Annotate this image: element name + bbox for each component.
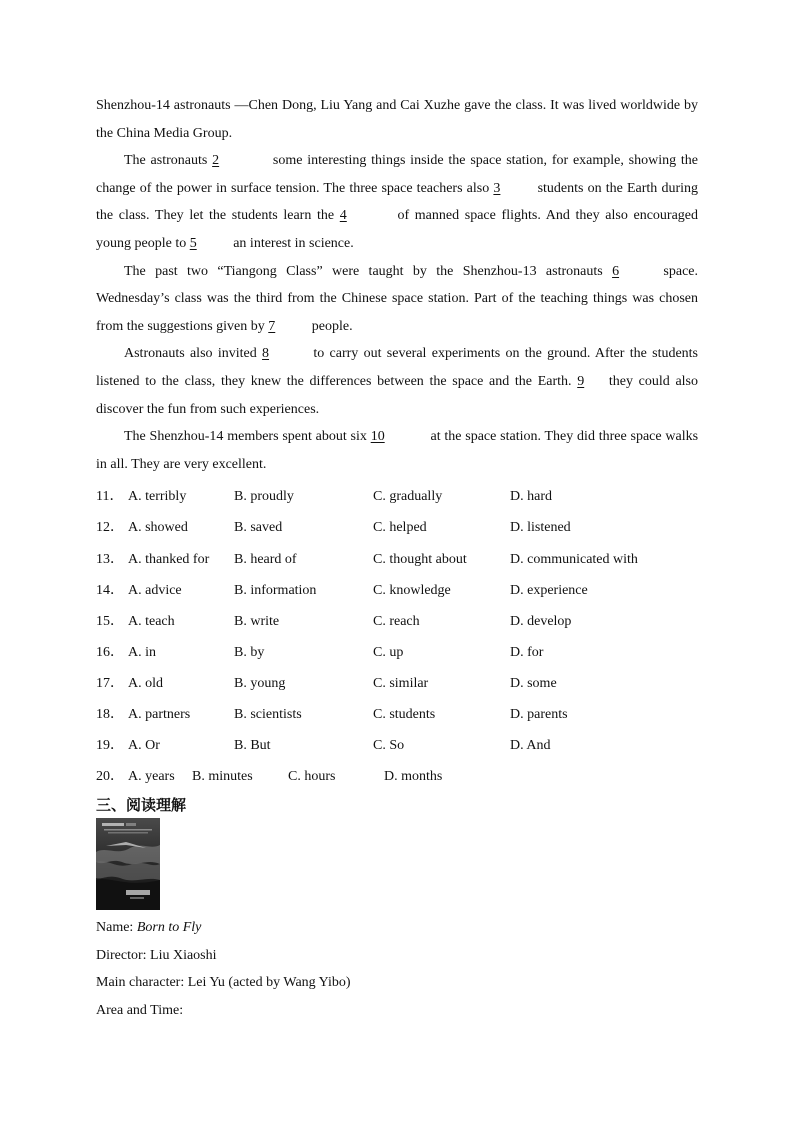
option-a: A. teach [128,613,175,629]
passage-paragraph-5: The Shenzhou-14 members spent about six 10 at the space station. They did three space walks in all. They are very excellent. [96,423,698,478]
passage-paragraph-3: The past two “Tiangong Class” were taught by the Shenzhou-13 astronauts 6 space. Wednesday’s class was the third from the Chinese space station. Part of the teaching things was chosen from the suggestions given by 7 people. [96,258,698,341]
option-c: C. similar [373,675,429,691]
option-b: B. by [234,644,265,660]
option-c: C. reach [373,613,420,629]
blank-3: 3 [493,180,501,196]
blank-8: 8 [262,346,270,362]
passage-paragraph-1: Shenzhou-14 astronauts —Chen Dong, Liu Yang and Cai Xuzhe gave the class. It was lived worldwide by the China Media Group. [96,98,698,141]
option-c: C. helped [373,520,427,536]
option-a: A. in [128,644,156,660]
option-b: B. But [234,738,271,754]
option-c: C. up [373,644,404,660]
option-d: D. communicated with [510,551,638,567]
passage-paragraph-2: The astronauts 2 some interesting things inside the space station, for example, showing the change of the power in surface tension. The three space teachers also 3 students on the Earth during the class. They let the students learn the 4 of manned space flights. And they also encouraged young people to 5 an interest in science. [96,147,698,257]
option-a: A. Or [128,738,160,754]
option-d: D. develop [510,613,572,629]
option-b: B. write [234,613,280,629]
question-row-17: 17． A. old B. young C. similar D. some [96,668,698,699]
blank-7: 7 [268,318,276,334]
option-a: A. thanked for [128,551,210,567]
question-row-20: 20． A. years B. minutes C. hours D. months [96,761,698,792]
option-a: A. partners [128,706,191,722]
movie-director: Director: Liu Xiaoshi [96,947,217,963]
question-row-13: 13． A. thanked for B. heard of C. thought about D. communicated with [96,544,698,575]
blank-6: 6 [612,263,620,279]
movie-title: Born to Fly [136,920,202,936]
option-b: B. scientists [234,706,302,722]
question-row-14: 14． A. advice B. information C. knowledge D. experience [96,575,698,606]
blank-10: 10 [370,429,385,445]
blank-5: 5 [189,235,197,251]
movie-info [96,914,698,1024]
option-c: C. students [373,706,436,722]
option-d: D. experience [510,582,588,598]
section-title: 三、阅读理解 [96,796,187,815]
document-page [96,92,698,1025]
option-c: C. So [373,738,405,754]
question-row-16: 16． A. in B. by C. up D. for [96,637,698,668]
option-b: B. proudly [234,489,294,505]
movie-poster-image [96,818,160,910]
question-row-19: 19． A. Or B. But C. So D. And [96,730,698,761]
option-d: D. months [384,769,443,785]
option-c: C. gradually [373,489,443,505]
movie-area-time: Area and Time: [96,1003,184,1019]
option-a: A. advice [128,582,182,598]
blank-2: 2 [212,153,220,169]
passage-paragraph-4: Astronauts also invited 8 to carry out several experiments on the ground. After the students listened to the class, they knew the differences between the space and the Earth. 9 they could also discover the fun from such experiences. [96,340,698,423]
option-c: C. thought about [373,551,467,567]
blank-9: 9 [577,373,585,389]
option-d: D. hard [510,489,552,505]
question-row-15: 15． A. teach B. write C. reach D. develop [96,606,698,637]
option-b: B. information [234,582,317,598]
movie-main-character: Main character: Lei Yu (acted by Wang Yibo) [96,975,351,991]
question-options [96,481,698,792]
question-row-12: 12． A. showed B. saved C. helped D. listened [96,512,698,543]
option-c: C. hours [288,769,336,785]
option-b: B. saved [234,520,283,536]
option-a: A. terribly [128,489,187,505]
option-a: A. showed [128,520,188,536]
question-row-11: 11． A. terribly B. proudly C. gradually D. hard [96,481,698,512]
option-d: D. parents [510,706,568,722]
option-b: B. heard of [234,551,297,567]
option-d: D. And [510,738,551,754]
option-b: B. minutes [192,769,253,785]
option-b: B. young [234,675,286,691]
option-d: D. for [510,644,544,660]
option-a: A. old [128,675,163,691]
option-a: A. years [128,769,175,785]
option-d: D. listened [510,520,571,536]
movie-name: Name: Born to Fly [96,920,202,936]
blank-4: 4 [339,208,347,224]
option-c: C. knowledge [373,582,451,598]
question-row-18: 18． A. partners B. scientists C. students D. parents [96,699,698,730]
option-d: D. some [510,675,557,691]
